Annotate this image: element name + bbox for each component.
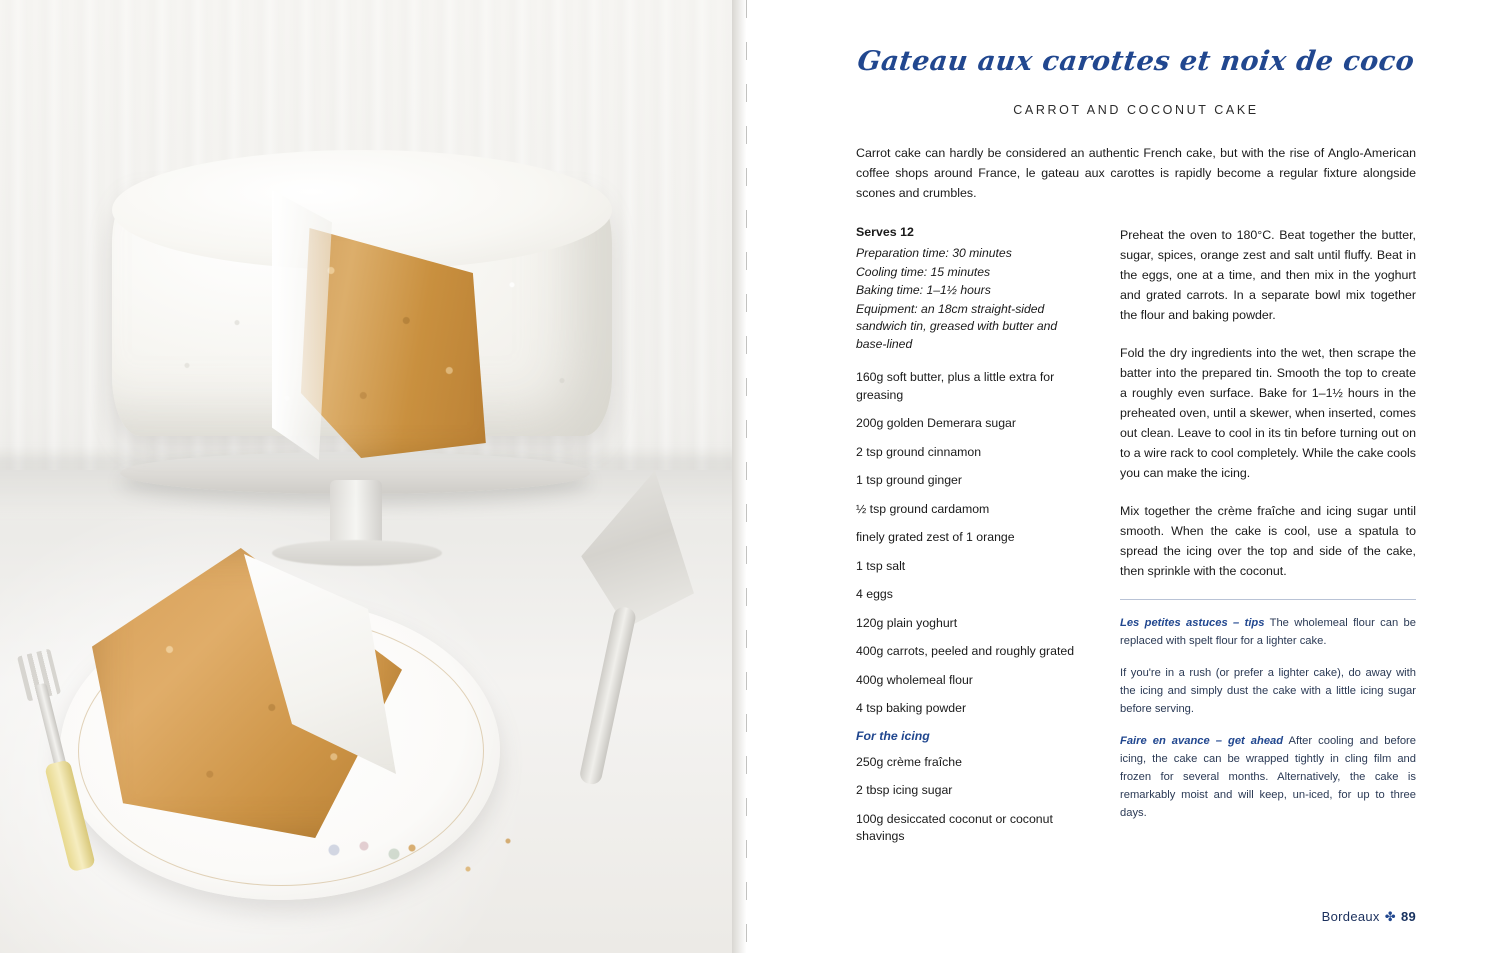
method-column: [1120, 225, 1416, 857]
recipe-photograph: [0, 0, 732, 953]
ingredient-item: ½ tsp ground cardamom: [856, 501, 990, 516]
recipe-introduction: Carrot cake can hardly be considered an authentic French cake, but with the rise of Anglo-American coffee shops around France, le gateau aux carottes is rapidly become a regular fixture alongside scones and crumbles.: [856, 146, 1416, 200]
serves-label: Serves 12: [856, 225, 914, 239]
ingredient-item: 160g soft butter, plus a little extra for greasing: [856, 370, 1055, 402]
ingredient-item: 200g golden Demerara sugar: [856, 416, 1016, 430]
scattered-crumbs: [380, 820, 540, 890]
fleur-de-lis-icon: ✤: [1384, 909, 1396, 924]
timings-block: [856, 245, 1084, 353]
ingredient-item: 4 tsp baking powder: [856, 701, 967, 715]
equipment-note: Equipment: an 18cm straight-sided sandwich tin, greased with butter and base-lined: [856, 301, 1058, 351]
tip-block: [1120, 614, 1416, 650]
ingredient-item: 400g carrots, peeled and roughly grated: [856, 644, 1075, 658]
icing-ingredient-item: 100g desiccated coconut or coconut shavings: [856, 811, 1053, 843]
ingredients-column: [856, 225, 1084, 857]
icing-ingredient-item: 250g crème fraîche: [856, 754, 962, 769]
ingredient-item: 400g wholemeal flour: [856, 672, 973, 687]
whole-cake: [112, 150, 612, 470]
ingredient-item: 1 tsp ground ginger: [856, 473, 962, 487]
method-step: Fold the dry ingredients into the wet, then scrape the batter into the prepared tin. Smooth the top to create a roughly even surface. Bake for 1–1½ hours in the preheated oven, until a skewer, when inserted, comes out clean. Leave to cool in its tin before turning out on to a wire rack to cool completely. While the cake cools you can make the icing.: [1120, 346, 1416, 480]
tip-label: Les petites astuces – tips: [1120, 617, 1265, 629]
tip-block: [1120, 664, 1416, 718]
tips-divider: [1120, 599, 1416, 600]
ingredient-item: finely grated zest of 1 orange: [856, 530, 1015, 544]
chapter-name: Bordeaux: [1321, 909, 1380, 924]
ingredient-item: 1 tsp salt: [856, 558, 906, 573]
cooling-time: Cooling time: 15 minutes: [856, 264, 991, 279]
tip-label: Faire en avance – get ahead: [1120, 735, 1284, 747]
method-steps: [1120, 225, 1416, 581]
method-step: Mix together the crème fraîche and icing sugar until smooth. When the cake is cool, use a spatula to spread the icing over the top and side of the cake, then sprinkle with the coconut.: [1120, 504, 1416, 578]
book-gutter: [732, 0, 768, 953]
fork-neck: [34, 683, 67, 773]
page-footer: [1322, 909, 1416, 925]
recipe-columns: [856, 225, 1416, 857]
method-step: Preheat the oven to 180°C. Beat together the butter, sugar, spices, orange zest and salt until fluffy. Beat in the eggs, one at a time, and then mix in the yoghurt and grated carrots. In a separate bowl mix together the flour and baking powder.: [1120, 228, 1416, 322]
server-handle: [578, 605, 637, 786]
recipe-title-french: Gateau aux carottes et noix de coco: [855, 46, 1417, 77]
tip-text: If you're in a rush (or prefer a lighter cake), do away with the icing and simply dust the cake with a little icing sugar before serving.: [1120, 667, 1416, 715]
icing-ingredient-item: 2 tbsp icing sugar: [856, 783, 953, 797]
ingredient-item: 2 tsp ground cinnamon: [856, 444, 982, 459]
ingredient-item: 120g plain yoghurt: [856, 615, 958, 630]
page-number: 89: [1400, 909, 1416, 924]
icing-subheading: For the icing: [856, 728, 930, 743]
tip-text: After cooling and before icing, the cake can be wrapped tightly in cling film and frozen for several months. Alternatively, the cake is remarkably moist and will keep, un-iced, for up to three days.: [1120, 735, 1416, 819]
recipe-title-english: CARROT AND COCONUT CAKE: [1013, 103, 1259, 117]
preparation-time: Preparation time: 30 minutes: [856, 246, 1012, 260]
tip-text: The wholemeal flour can be replaced with spelt flour for a lighter cake.: [1120, 617, 1416, 647]
tip-block: [1120, 732, 1416, 822]
recipe-text-page: [768, 0, 1500, 953]
server-blade: [569, 459, 718, 640]
gutter-stitching: [746, 0, 747, 953]
ingredient-item: 4 eggs: [856, 587, 893, 601]
baking-time: Baking time: 1–1½ hours: [856, 283, 991, 297]
